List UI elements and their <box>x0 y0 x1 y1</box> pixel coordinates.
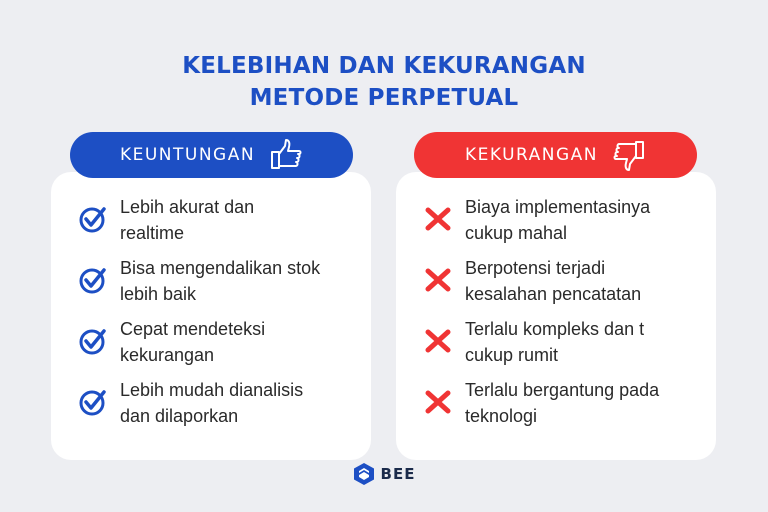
advantage-line-1: Cepat mendeteksi <box>120 319 266 339</box>
advantages-header-label: KEUNTUNGAN <box>119 145 256 165</box>
brand-name: BEE <box>380 465 416 483</box>
check-circle-icon <box>78 326 108 356</box>
x-icon <box>423 387 453 417</box>
disadvantage-line-1: Berpotensi terjadi <box>465 258 606 278</box>
check-circle-icon <box>78 204 108 234</box>
disadvantage-item <box>423 377 693 431</box>
check-circle-icon <box>78 265 108 295</box>
disadvantage-item <box>423 316 693 370</box>
bee-logo-icon <box>353 462 375 486</box>
x-icon <box>423 204 453 234</box>
brand-footer <box>0 460 768 488</box>
advantage-item <box>78 316 348 370</box>
advantage-line-1: Lebih mudah dianalisis <box>120 380 304 400</box>
advantage-line-1: Lebih akurat dan <box>120 197 255 217</box>
page-title <box>0 50 768 114</box>
disadvantage-item <box>423 255 693 309</box>
advantage-line-2: dan dilaporkan <box>120 406 239 426</box>
disadvantages-header <box>414 132 697 178</box>
disadvantage-line-1: Terlalu kompleks dan t <box>465 319 645 339</box>
advantage-item <box>78 194 348 248</box>
disadvantage-item <box>423 194 693 248</box>
x-icon <box>423 265 453 295</box>
advantage-item <box>78 377 348 431</box>
thumbs-down-icon <box>612 138 646 172</box>
disadvantages-header-label: KEKURANGAN <box>464 145 598 165</box>
disadvantage-line-2: teknologi <box>465 406 538 426</box>
advantage-line-2: kekurangan <box>120 345 215 365</box>
thumbs-up-icon <box>269 138 303 172</box>
title-line-1: KELEBIHAN DAN KEKURANGAN <box>182 53 586 79</box>
disadvantage-line-2: cukup mahal <box>465 223 568 243</box>
x-icon <box>423 326 453 356</box>
advantage-item <box>78 255 348 309</box>
advantage-line-2: lebih baik <box>120 284 197 304</box>
disadvantage-line-2: cukup rumit <box>465 345 559 365</box>
disadvantage-line-2: kesalahan pencatatan <box>465 284 642 304</box>
advantages-header <box>70 132 353 178</box>
disadvantage-line-1: Biaya implementasinya <box>465 197 651 217</box>
advantage-line-2: realtime <box>120 223 185 243</box>
disadvantage-line-1: Terlalu bergantung pada <box>465 380 660 400</box>
check-circle-icon <box>78 387 108 417</box>
title-line-2: METODE PERPETUAL <box>249 85 519 111</box>
advantage-line-1: Bisa mengendalikan stok <box>120 258 321 278</box>
